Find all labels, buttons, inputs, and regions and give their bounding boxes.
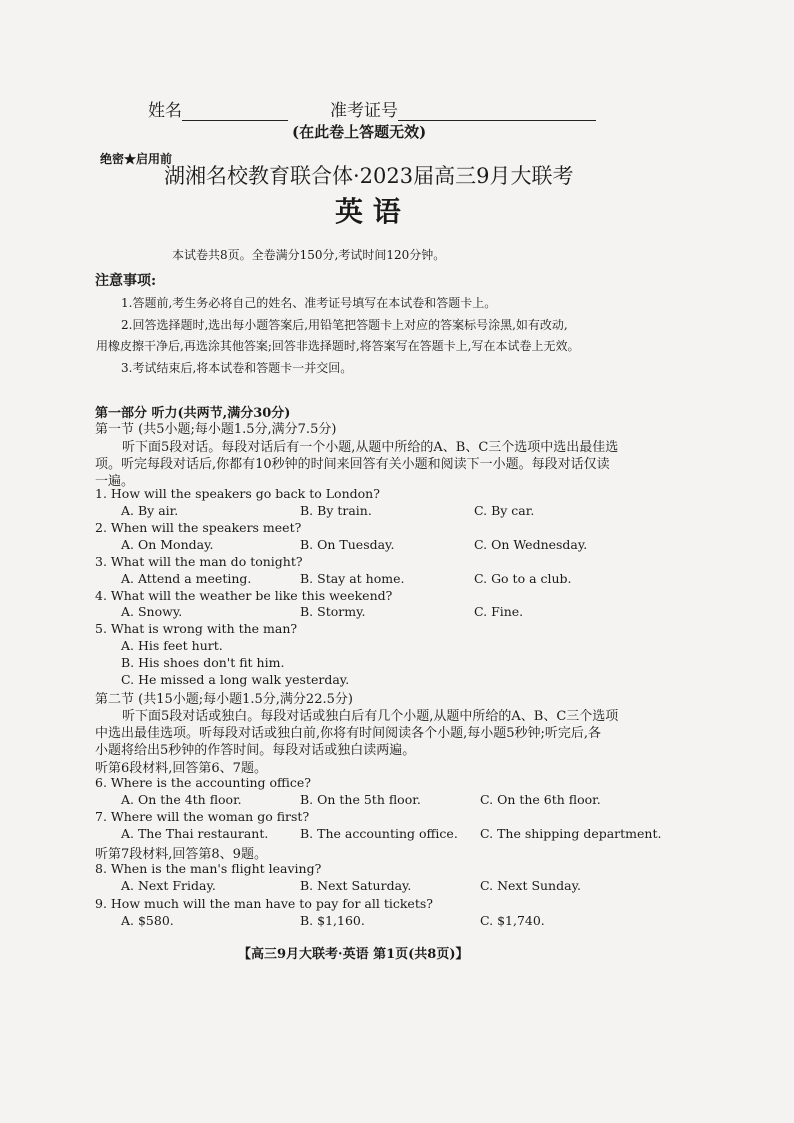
q7-option-b: B. The accounting office. bbox=[300, 826, 458, 841]
q9-option-c: C. $1,740. bbox=[480, 913, 545, 928]
section2-instr-c: 小题将给出5秒钟的作答时间。每段对话或独白读两遍。 bbox=[95, 743, 416, 758]
q9-option-b: B. $1,160. bbox=[300, 913, 365, 928]
q6-option-b: B. On the 5th floor. bbox=[300, 792, 421, 807]
question-8: 8. When is the man's flight leaving? bbox=[95, 861, 322, 876]
question-4: 4. What will the weather be like this weekend? bbox=[95, 588, 393, 603]
page-footer: 【高三9月大联考·英语 第1页(共8页)】 bbox=[238, 947, 469, 962]
question-2: 2. When will the speakers meet? bbox=[95, 520, 302, 535]
q4-option-c: C. Fine. bbox=[474, 604, 524, 619]
q8-option-b: B. Next Saturday. bbox=[300, 878, 412, 893]
invalid-note: (在此卷上答题无效) bbox=[292, 123, 427, 141]
name-blank bbox=[182, 103, 288, 121]
section1-instr-b: 项。听完每段对话后,你都有10秒钟的时间来回答有关小题和阅读下一小题。每段对话仅读 bbox=[95, 457, 610, 472]
note-item-1: 1.答题前,考生务必将自己的姓名、准考证号填写在本试卷和答题卡上。 bbox=[121, 296, 497, 310]
q2-option-c: C. On Wednesday. bbox=[474, 537, 588, 552]
section1-heading: 第一节 (共5小题;每小题1.5分,满分7.5分) bbox=[95, 422, 337, 437]
q8-option-a: A. Next Friday. bbox=[121, 878, 216, 893]
notes-heading: 注意事项: bbox=[95, 273, 157, 289]
q8-option-c: C. Next Sunday. bbox=[480, 878, 581, 893]
q2-option-a: A. On Monday. bbox=[121, 537, 214, 552]
id-field bbox=[330, 96, 596, 121]
section1-instr-a: 听下面5段对话。每段对话后有一个小题,从题中所给的A、B、C三个选项中选出最佳选 bbox=[122, 440, 619, 455]
q7-option-a: A. The Thai restaurant. bbox=[121, 826, 269, 841]
question-5: 5. What is wrong with the man? bbox=[95, 621, 298, 636]
exam-title: 湖湘名校教育联合体·2023届高三9月大联考 bbox=[164, 164, 574, 188]
q6-option-c: C. On the 6th floor. bbox=[480, 792, 601, 807]
q4-option-a: A. Snowy. bbox=[121, 604, 183, 619]
note-item-2a: 2.回答选择题时,选出每小题答案后,用铅笔把答题卡上对应的答案标号涂黑,如有改动, bbox=[121, 318, 568, 332]
q6-option-a: A. On the 4th floor. bbox=[121, 792, 242, 807]
material-7-note: 听第7段材料,回答第8、9题。 bbox=[95, 847, 267, 862]
q1-option-b: B. By train. bbox=[300, 503, 372, 518]
q7-option-c: C. The shipping department. bbox=[480, 826, 662, 841]
question-9: 9. How much will the man have to pay for all tickets? bbox=[95, 896, 433, 911]
note-item-2b: 用橡皮擦干净后,再选涂其他答案;回答非选择题时,将答案写在答题卡上,写在本试卷上无效。 bbox=[96, 339, 580, 353]
q5-option-a: A. His feet hurt. bbox=[121, 638, 223, 653]
section2-instr-b: 中选出最佳选项。听每段对话或独白前,你将有时间阅读各个小题,每小题5秒钟;听完后,各 bbox=[95, 726, 602, 741]
secret-label: 绝密★启用前 bbox=[100, 152, 173, 166]
section2-instr-a: 听下面5段对话或独白。每段对话或独白后有几个小题,从题中所给的A、B、C三个选项 bbox=[122, 709, 619, 724]
note-item-3: 3.考试结束后,将本试卷和答题卡一并交回。 bbox=[121, 361, 353, 375]
q3-option-c: C. Go to a club. bbox=[474, 571, 572, 586]
id-label: 准考证号 bbox=[330, 101, 398, 121]
part1-heading: 第一部分 听力(共两节,满分30分) bbox=[95, 406, 291, 421]
question-6: 6. Where is the accounting office? bbox=[95, 775, 312, 790]
question-3: 3. What will the man do tonight? bbox=[95, 554, 303, 569]
id-blank bbox=[398, 103, 596, 121]
q2-option-b: B. On Tuesday. bbox=[300, 537, 395, 552]
q5-option-b: B. His shoes don't fit him. bbox=[121, 655, 285, 670]
q5-option-c: C. He missed a long walk yesterday. bbox=[121, 672, 350, 687]
q4-option-b: B. Stormy. bbox=[300, 604, 366, 619]
q3-option-a: A. Attend a meeting. bbox=[121, 571, 252, 586]
name-field bbox=[148, 96, 288, 121]
q9-option-a: A. $580. bbox=[121, 913, 174, 928]
exam-summary: 本试卷共8页。全卷满分150分,考试时间120分钟。 bbox=[172, 248, 446, 262]
q3-option-b: B. Stay at home. bbox=[300, 571, 405, 586]
name-label: 姓名 bbox=[148, 101, 182, 121]
q1-option-a: A. By air. bbox=[121, 503, 179, 518]
section2-heading: 第二节 (共15小题;每小题1.5分,满分22.5分) bbox=[95, 692, 353, 707]
section1-instr-c: 一遍。 bbox=[95, 474, 135, 489]
q1-option-c: C. By car. bbox=[474, 503, 535, 518]
material-6-note: 听第6段材料,回答第6、7题。 bbox=[95, 761, 267, 776]
question-7: 7. Where will the woman go first? bbox=[95, 809, 310, 824]
subject-title: 英 语 bbox=[335, 195, 401, 228]
question-1: 1. How will the speakers go back to London? bbox=[95, 486, 380, 501]
